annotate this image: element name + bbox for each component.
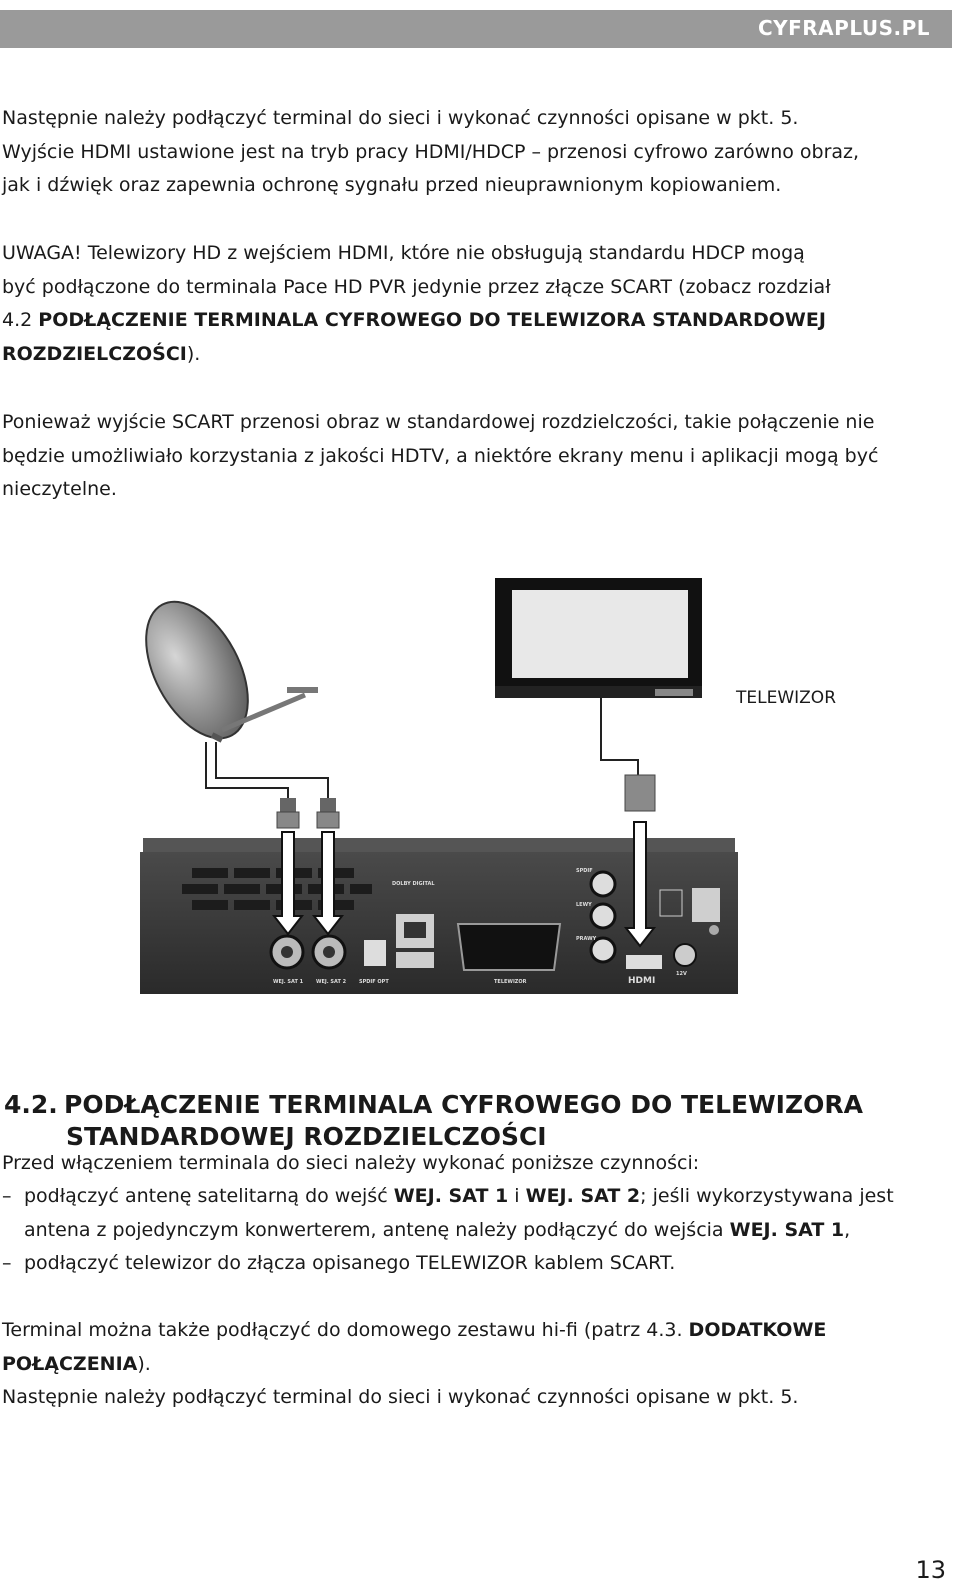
dolby-label: DOLBY DIGITAL bbox=[392, 881, 435, 887]
bullet-2-text: podłączyć telewizor do złącza opisanego TELEWIZOR kablem SCART. bbox=[24, 1252, 676, 1274]
section-title-line-2: STANDARDOWEJ ROZDZIELCZOŚCI bbox=[66, 1122, 547, 1151]
bullet-1-text-c: i bbox=[508, 1185, 526, 1207]
tv-label: TELEWIZOR bbox=[736, 688, 836, 708]
bullet-1-line-2-sat1: WEJ. SAT 1 bbox=[729, 1218, 845, 1241]
bullet-1-text-e: ; jeśli wykorzystywana jest bbox=[640, 1185, 894, 1207]
satellite-dish-icon bbox=[125, 585, 318, 755]
scart-note-line-3: nieczytelne. bbox=[2, 478, 117, 500]
port-power-label: 12V bbox=[676, 971, 687, 977]
brand-label: CYFRAPLUS.PL bbox=[757, 16, 930, 40]
outro-paragraph bbox=[2, 1314, 942, 1415]
bullet-1-sat1: WEJ. SAT 1 bbox=[393, 1185, 509, 1207]
bullet-item-tv bbox=[2, 1247, 942, 1281]
port-spdif-label: SPDIF OPT bbox=[359, 979, 389, 985]
section-intro bbox=[2, 1147, 942, 1181]
bullet-1-line-2-text: antena z pojedynczym konwerterem, antenę należy podłączyć do wejścia bbox=[24, 1218, 730, 1241]
port-sat1-label: WEJ. SAT 1 bbox=[273, 979, 304, 985]
outro-line-2-bold: POŁĄCZENIA bbox=[2, 1352, 138, 1375]
outro-line-1-bold: DODATKOWE bbox=[688, 1319, 827, 1341]
port-lewy-label: LEWY bbox=[576, 902, 592, 908]
intro-line-2: Wyjście HDMI ustawione jest na tryb pracy HDMI/HDCP – przenosi cyfrowo zarówno obraz, bbox=[2, 140, 860, 163]
outro-line-2-suffix: ). bbox=[137, 1352, 151, 1375]
bullet-1-text-a: podłączyć antenę satelitarną do wejść bbox=[24, 1185, 394, 1207]
section-heading bbox=[4, 1089, 944, 1153]
port-spdif-coax-label: SPDIF bbox=[576, 868, 593, 874]
port-sat2-label: WEJ. SAT 2 bbox=[316, 979, 347, 985]
section-number: 4.2. bbox=[4, 1090, 58, 1119]
warning-line-3-prefix: 4.2 bbox=[2, 309, 39, 331]
page-number: 13 bbox=[915, 1556, 946, 1584]
header-bar bbox=[0, 10, 952, 48]
outro-line-1-text: Terminal można także podłączyć do domowego zestawu hi-fi (patrz 4.3. bbox=[2, 1319, 689, 1341]
f-connectors bbox=[277, 775, 655, 828]
tv-icon bbox=[495, 578, 702, 698]
outro-line-3: Następnie należy podłączyć terminal do sieci i wykonać czynności opisane w pkt. 5. bbox=[2, 1386, 799, 1408]
intro-line-1: Następnie należy podłączyć terminal do sieci i wykonać czynności opisane w pkt. 5. bbox=[2, 107, 799, 129]
bullet-1-sat2: WEJ. SAT 2 bbox=[525, 1185, 641, 1207]
warning-line-4-suffix: ). bbox=[186, 342, 201, 365]
port-hdmi-label: HDMI bbox=[628, 976, 656, 986]
warning-paragraph bbox=[2, 237, 942, 371]
port-prawy-label: PRAWY bbox=[576, 936, 597, 942]
port-scart-label: TELEWIZOR bbox=[494, 979, 527, 985]
bullet-dash: – bbox=[2, 1252, 12, 1274]
warning-line-3-bold: PODŁĄCZENIE TERMINALA CYFROWEGO DO TELEWIZORA STANDARDOWEJ bbox=[38, 309, 826, 331]
warning-line-1: UWAGA! Telewizory HD z wejściem HDMI, które nie obsługują standardu HDCP mogą bbox=[2, 242, 805, 264]
receiver-back-panel bbox=[140, 838, 738, 994]
bullet-item-antenna bbox=[2, 1180, 942, 1247]
connection-diagram bbox=[0, 570, 960, 1010]
warning-line-2: być podłączone do terminala Pace HD PVR jedynie przez złącze SCART (zobacz rozdział bbox=[2, 275, 831, 298]
intro-line-3: jak i dźwięk oraz zapewnia ochronę sygnału przed nieuprawnionym kopiowaniem. bbox=[2, 174, 782, 196]
section-intro-text: Przed włączeniem terminala do sieci należy wykonać poniższe czynności: bbox=[2, 1152, 700, 1174]
scart-note-paragraph bbox=[2, 406, 942, 507]
section-title-line-1: PODŁĄCZENIE TERMINALA CYFROWEGO DO TELEWIZORA bbox=[64, 1090, 863, 1119]
intro-paragraph bbox=[2, 102, 942, 203]
scart-note-line-2: będzie umożliwiało korzystania z jakości HDTV, a niektóre ekrany menu i aplikacji mogą być bbox=[2, 444, 879, 467]
bullet-dash: – bbox=[2, 1185, 12, 1207]
scart-note-line-1: Ponieważ wyjście SCART przenosi obraz w standardowej rozdzielczości, takie połączenie nie bbox=[2, 411, 875, 433]
bullet-1-line-2-comma: , bbox=[844, 1218, 851, 1241]
warning-line-4-bold: ROZDZIELCZOŚCI bbox=[2, 342, 187, 365]
sat-cables bbox=[206, 698, 638, 800]
